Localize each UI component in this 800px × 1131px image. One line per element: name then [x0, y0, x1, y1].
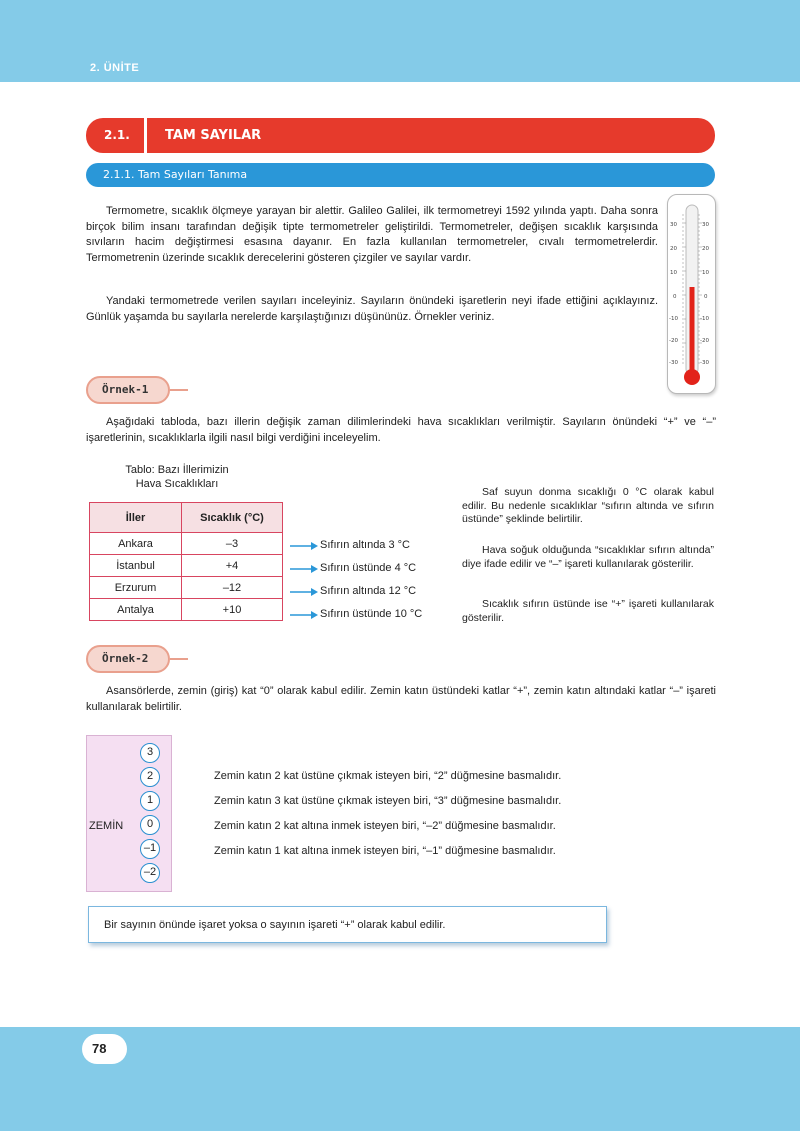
side-paragraph-1: Saf suyun donma sıcaklığı 0 °C olarak kabul edilir. Bu nedenle sıcaklıklar “sıfırın altında ve sıfırın üstünde” şeklinde belirtilir.	[462, 486, 714, 525]
thermometer-illustration	[667, 194, 716, 394]
table-cell-temp: +10	[182, 599, 283, 621]
thermo-left-label: -20	[669, 338, 678, 344]
example-2-text: Asansörlerde, zemin (giriş) kat “0” olarak kabul edilir. Zemin katın üstündeki katlar “+”, zemin katın altındaki katlar “–” işareti kullanılarak belirtilir.	[86, 685, 716, 713]
example-1-underline	[170, 389, 188, 391]
table-note: Sıfırın üstünde 4 °C	[320, 562, 417, 574]
thermo-left-label: 30	[670, 222, 677, 228]
page-number: 78	[82, 1034, 127, 1064]
floor-explanation: Zemin katın 1 kat altına inmek isteyen biri, “–1” düğmesine basmalıdır.	[214, 845, 556, 857]
intro-paragraph-1: Termometre, sıcaklık ölçmeye yarayan bir alettir. Galileo Galilei, ilk termometreyi 1592 yılında yaptı. Daha sonra birçok bilim insanı tarafından değişik tipte termometreler geliştirildi. Termometreler, değişen sıcaklık karşısında sıvıların hacim değiştirmesi esasına dayanır. En fazla kullanılan termometreler, cıvalı termometrelerdir. Termometrenin üzerinde sıcaklık derecelerini gösteren çizgiler ve sayılar vardır.	[86, 205, 658, 264]
elevator-button-minus-2: –2	[140, 863, 160, 883]
floor-explanation: Zemin katın 2 kat üstüne çıkmak isteyen biri, “2” düğmesine basmalıdır.	[214, 770, 562, 782]
thermo-right-label: 30	[702, 222, 709, 228]
thermo-right-label: -20	[700, 338, 709, 344]
table-row	[90, 533, 283, 555]
unit-label: 2. ÜNİTE	[90, 62, 140, 74]
table-caption	[112, 463, 242, 491]
table-cell-temp: +4	[182, 555, 283, 577]
arrow-right-icon	[290, 611, 318, 619]
subsection-title: 2.1.1. Tam Sayıları Tanıma	[86, 163, 715, 187]
example-1-text: Aşağıdaki tabloda, bazı illerin değişik zaman dilimlerindeki hava sıcaklıkları verilmiştir. Sayıların önündeki “+” ve “–” işaretlerinin, sıcaklıklarla ilgili nasıl bilgi verdiğini inceleyelim.	[86, 416, 716, 444]
table-header-temp: Sıcaklık (°C)	[182, 503, 283, 533]
elevator-button-0: 0	[140, 815, 160, 835]
thermometer-mercury	[690, 287, 695, 375]
table-row	[90, 577, 283, 599]
info-note: Bir sayının önünde işaret yoksa o sayının işareti “+” olarak kabul edilir.	[88, 906, 607, 943]
thermo-left-label: -10	[669, 316, 678, 322]
floor-explanation: Zemin katın 2 kat altına inmek isteyen biri, “–2” düğmesine basmalıdır.	[214, 820, 556, 832]
table-cell-city: Ankara	[90, 533, 182, 555]
example-2-underline	[170, 658, 188, 660]
temperature-table	[89, 502, 283, 621]
elevator-button-1: 1	[140, 791, 160, 811]
table-note: Sıfırın üstünde 10 °C	[320, 608, 423, 620]
thermometer-icon	[668, 195, 717, 395]
table-note-row	[290, 604, 470, 626]
table-note: Sıfırın altında 3 °C	[320, 539, 410, 551]
intro-paragraph-2: Yandaki termometrede verilen sayıları inceleyiniz. Sayıların önündeki işaretlerin neyi ifade ettiğini açıklayınız. Günlük yaşamda bu sayılarla nerelerde karşılaştığınızı düşününüz. Örnekler veriniz.	[86, 295, 658, 323]
thermo-left-label: 10	[670, 270, 677, 276]
table-row	[90, 555, 283, 577]
example-1-label: Örnek-1	[86, 376, 170, 404]
thermometer-bulb	[684, 369, 700, 385]
thermo-right-label: -10	[700, 316, 709, 322]
arrow-right-icon	[290, 588, 318, 596]
section-title: TAM SAYILAR	[165, 128, 262, 143]
table-header-row	[90, 503, 283, 533]
table-note-row	[290, 558, 470, 580]
elevator-button-3: 3	[140, 743, 160, 763]
section-divider	[144, 118, 147, 153]
section-number: 2.1.	[104, 128, 130, 142]
arrow-right-icon	[290, 565, 318, 573]
table-caption-line-1: Tablo: Bazı İllerimizin	[125, 464, 229, 476]
thermo-right-label: 0	[704, 294, 708, 300]
table-note-row	[290, 535, 470, 557]
table-caption-line-2: Hava Sıcaklıkları	[135, 478, 219, 490]
table-cell-temp: –3	[182, 533, 283, 555]
thermo-left-label: 20	[670, 246, 677, 252]
table-row	[90, 599, 283, 621]
table-cell-city: Erzurum	[90, 577, 182, 599]
thermo-left-label: 0	[673, 294, 677, 300]
thermo-right-label: 20	[702, 246, 709, 252]
thermo-right-label: -30	[700, 360, 709, 366]
zemin-label: ZEMİN	[89, 820, 124, 832]
table-header-cities: İller	[90, 503, 182, 533]
arrow-right-icon	[290, 542, 318, 550]
elevator-button-2: 2	[140, 767, 160, 787]
table-note-row	[290, 581, 470, 603]
floor-explanation: Zemin katın 3 kat üstüne çıkmak isteyen biri, “3” düğmesine basmalıdır.	[214, 795, 562, 807]
side-paragraph-3: Sıcaklık sıfırın üstünde ise “+” işareti kullanılarak gösterilir.	[462, 598, 714, 624]
table-cell-city: İstanbul	[90, 555, 182, 577]
table-cell-temp: –12	[182, 577, 283, 599]
thermo-right-label: 10	[702, 270, 709, 276]
side-paragraph-2: Hava soğuk olduğunda “sıcaklıklar sıfırın altında” diye ifade edilir ve “–” işareti kullanılarak gösterilir.	[462, 544, 714, 570]
table-note: Sıfırın altında 12 °C	[320, 585, 417, 597]
thermo-left-label: -30	[669, 360, 678, 366]
table-cell-city: Antalya	[90, 599, 182, 621]
elevator-button-minus-1: –1	[140, 839, 160, 859]
example-2-label: Örnek-2	[86, 645, 170, 673]
